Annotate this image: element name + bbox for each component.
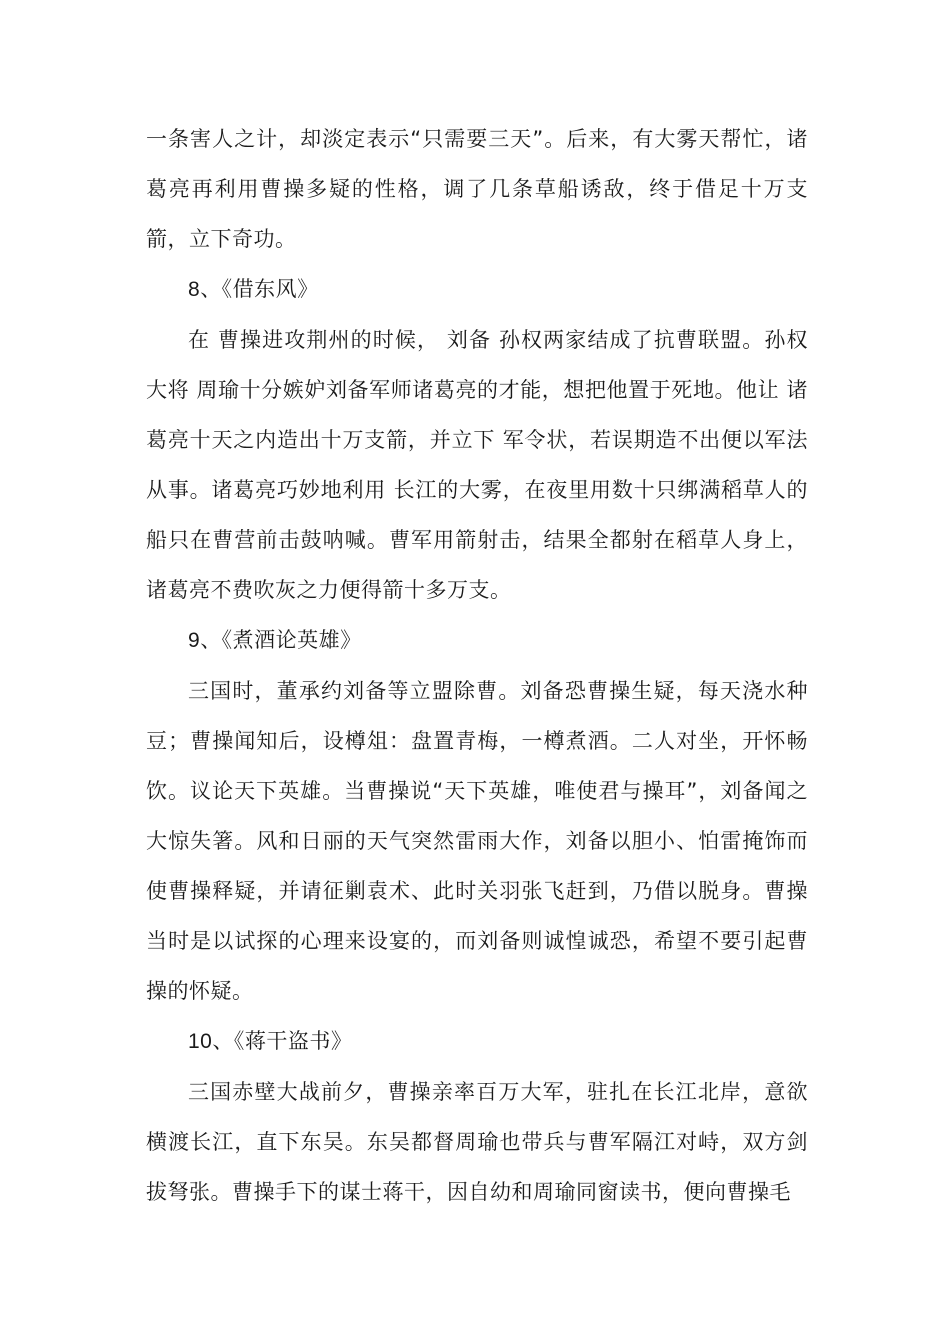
section-number: 9 xyxy=(188,629,201,652)
section-title: 、《蒋干盗书》 xyxy=(212,1029,353,1053)
section-number: 8 xyxy=(188,278,201,301)
section-number: 10 xyxy=(188,1030,213,1053)
section-heading-10 xyxy=(146,1016,808,1067)
section-heading-9 xyxy=(146,615,808,666)
section-title: 、《煮酒论英雄》 xyxy=(200,628,362,652)
paragraph-borrowing-arrows-ending: 一条害人之计，却淡定表示“只需要三天”。后来，有大雾天帮忙，诸葛亮再利用曹操多疑的性格，调了几条草船诱敌，终于借足十万支箭，立下奇功。 xyxy=(146,127,808,251)
section-title: 、《借东风》 xyxy=(200,277,319,301)
paragraph-jiang-gan-steals-letter: 三国赤壁大战前夕，曹操亲率百万大军，驻扎在长江北岸，意欲横渡长江，直下东吴。东吴都督周瑜也带兵与曹军隔江对峙，双方剑拔弩张。曹操手下的谋士蒋干，因自幼和周瑜同窗读书，便向曹操毛 xyxy=(146,1080,808,1204)
section-heading-8 xyxy=(146,264,808,315)
paragraph-borrowing-east-wind: 在 曹操进攻荆州的时候， 刘备 孙权两家结成了抗曹联盟。孙权大将 周瑜十分嫉妒刘备军师诸葛亮的才能，想把他置于死地。他让 诸葛亮十天之内造出十万支箭，并立下 军令状，若误期造不出便以军法从事。诸葛亮巧妙地利用 长江的大雾，在夜里用数十只绑满稻草人的船只在曹营前击鼓呐喊。曹军用箭射击，结果全都射在稻草人身上，诸葛亮不费吹灰之力便得箭十多万支。 xyxy=(146,328,808,602)
document-body xyxy=(146,114,808,1217)
paragraph-heroes-over-wine: 三国时，董承约刘备等立盟除曹。刘备恐曹操生疑，每天浇水种豆；曹操闻知后，设樽俎：盘置青梅，一樽煮酒。二人对坐，开怀畅饮。议论天下英雄。当曹操说“天下英雄，唯使君与操耳”，刘备闻之大惊失箸。风和日丽的天气突然雷雨大作，刘备以胆小、怕雷掩饰而使曹操释疑，并请征剿袁术、此时关羽张飞赶到，乃借以脱身。曹操当时是以试探的心理来设宴的，而刘备则诚惶诚恐，希望不要引起曹操的怀疑。 xyxy=(146,679,808,1003)
